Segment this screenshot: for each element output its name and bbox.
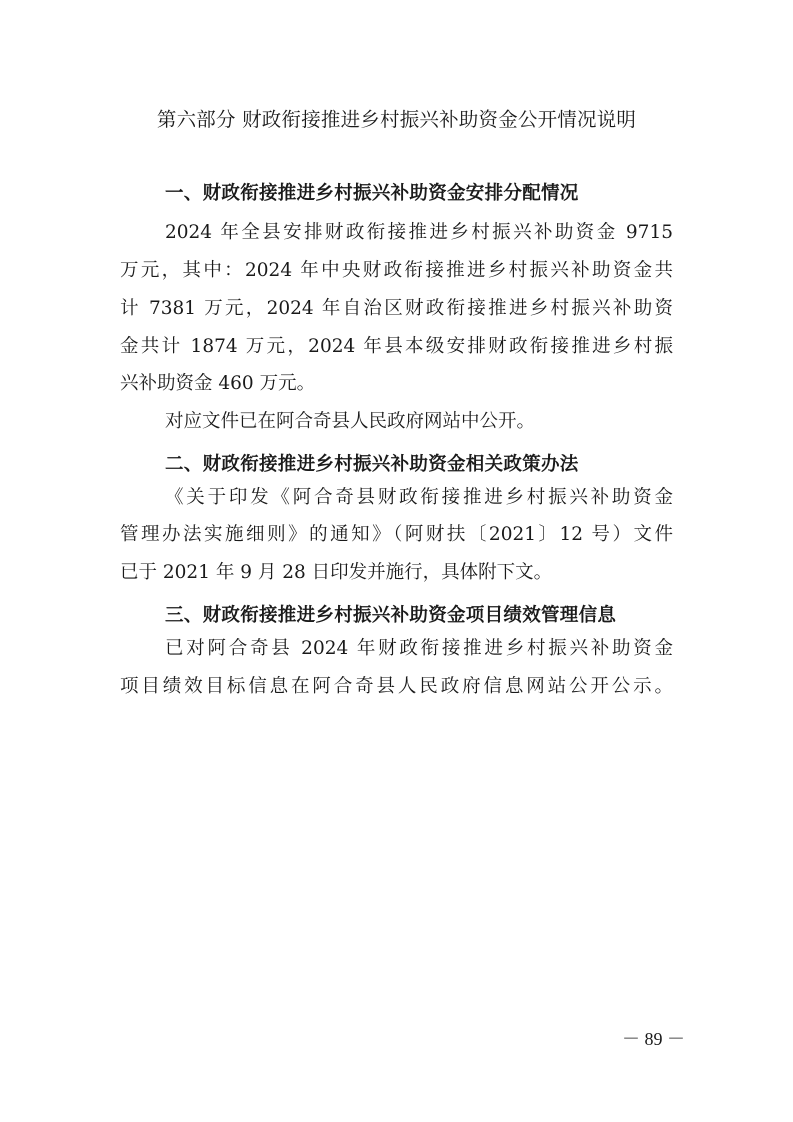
section-1-line-3: 计 7381 万元，2024 年自治区财政衔接推进乡村振兴补助资 — [120, 298, 673, 319]
section-2-line-1: 《关于印发《阿合奇县财政衔接推进乡村振兴补助资金 — [165, 487, 673, 508]
section-1-line-5: 兴补助资金 460 万元。 — [120, 373, 316, 394]
section-2-line-2: 管理办法实施细则》的通知》（阿财扶〔2021〕12 号）文件 — [120, 524, 673, 545]
section-1-line-4: 金共计 1874 万元，2024 年县本级安排财政衔接推进乡村振 — [120, 336, 673, 357]
section-3-line-2: 项目绩效目标信息在阿合奇县人民政府信息网站公开公示。 — [120, 676, 673, 697]
section-1-line-6: 对应文件已在阿合奇县人民政府网站中公开。 — [165, 411, 536, 432]
page-number: － 89 － — [622, 1029, 685, 1049]
section-2-line-3: 已于 2021 年 9 月 28 日印发并施行，具体附下文。 — [120, 562, 553, 583]
section-1-line-2: 万元，其中：2024 年中央财政衔接推进乡村振兴补助资金共 — [120, 260, 673, 281]
page-title: 第六部分 财政衔接推进乡村振兴补助资金公开情况说明 — [156, 108, 637, 131]
section-2-heading: 二、财政衔接推进乡村振兴补助资金相关政策办法 — [165, 454, 579, 475]
section-3-line-1: 已对阿合奇县 2024 年财政衔接推进乡村振兴补助资金 — [165, 638, 673, 659]
section-3-heading: 三、财政衔接推进乡村振兴补助资金项目绩效管理信息 — [165, 605, 617, 626]
section-1-line-1: 2024 年全县安排财政衔接推进乡村振兴补助资金 9715 — [165, 222, 673, 243]
section-1-heading: 一、财政衔接推进乡村振兴补助资金安排分配情况 — [165, 183, 579, 204]
